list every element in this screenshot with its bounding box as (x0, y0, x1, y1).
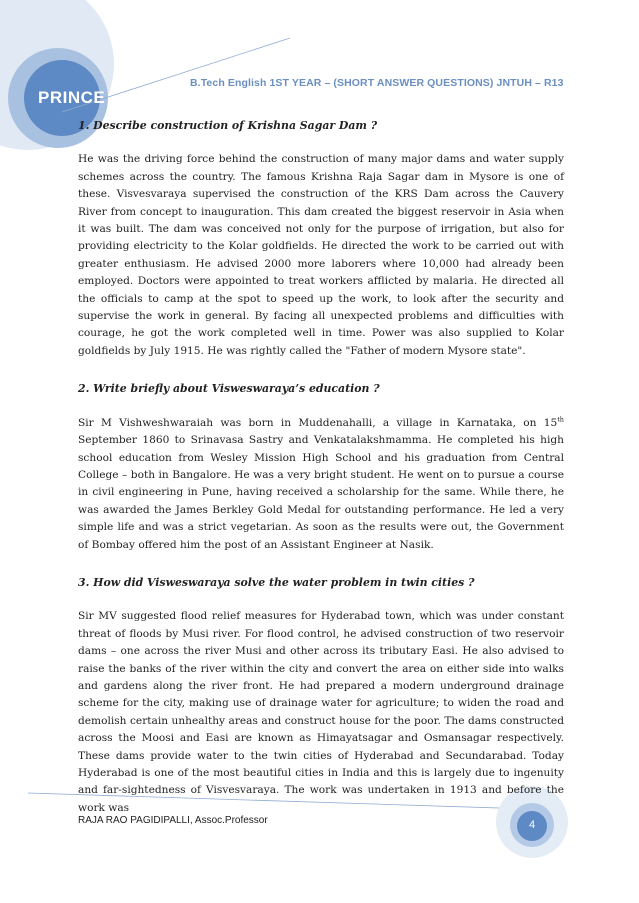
answer-1: He was the driving force behind the construction of many major dams and water supply schemes across the country. The famous Krishna Raja Sagar dam in Mysore is one of these. Visvesvaraya supervised the construction of the KRS Dam across the Cauvery River from concept to inauguration. This dam created the biggest reservoir in Asia when it was built. The dam was conceived not only for the purpose of irrigation, but also for providing electricity to the Kolar goldfields. He directed the work to be carried out with greater enthusiasm. He advised 2000 more laborers where 10,000 had already been employed. Doctors were appointed to treat workers afflicted by malaria. He directed all the officials to camp at the spot to speed up the work, to look after the security and supervise the work in general. By facing all unexpected problems and difficulties with courage, he got the work completed well in time. Power was also supplied to Kolar goldfields by July 1915. He was rightly called the "Father of modern Mysore state". (78, 153, 564, 357)
page-header: B.Tech English 1ST YEAR – (SHORT ANSWER QUESTIONS) JNTUH – R13 (190, 77, 564, 89)
answer-2-pre: Sir M Vishweshwaraiah was born in Muddenahalli, a village in Karnataka, on 15 (78, 416, 558, 429)
answer-3: Sir MV suggested flood relief measures for Hyderabad town, which was under constant threat of floods by Musi river. For flood control, he advised construction of two reservoir dams – one across the river Musi and other across its tributary Easi. He also advised to raise the banks of the river within the city and convert the area on either side into walks and gardens along the river front. He had prepared a modern underground drainage scheme for the city, making use of drainage water for agriculture; to widen the road and demolish certain unhealthy areas and construct house for the poor. The dams constructed across the Moosi and Easi are known as Himayatsagar and Osmansagar respectively. These dams provide water to the twin cities of Hyderabad and Secundarabad. Today Hyderabad is one of the most beautiful cities in India and this is largely due to ingenuity and far-sightedness of Visvesvaraya. The work was undertaken in 1913 and before the work was (78, 610, 564, 814)
answer-2-sup: th (557, 415, 564, 424)
page-number: 4 (528, 819, 536, 831)
question-1: 1. Describe construction of Krishna Sagar Dam ? (78, 119, 378, 132)
footer-author: RAJA RAO PAGIDIPALLI, Assoc.Professor (78, 815, 268, 826)
answer-2 (78, 415, 564, 554)
question-3: 3. How did Visweswaraya solve the water problem in twin cities ? (78, 575, 475, 589)
question-2: 2. Write briefly about Visweswaraya’s education ? (78, 382, 380, 396)
document-body (78, 117, 564, 817)
logo-text: PRINCE (38, 88, 106, 107)
answer-2-post: September 1860 to Srinavasa Sastry and Venkatalakshmamma. He completed his high school education from Wesley Mission High School and his graduation from Central College – both in Bangalore. He was a very bright student. He went on to pursue a course in civil engineering in Pune, having received a scholarship for the same. While there, he was awarded the James Berkley Gold Medal for outstanding performance. He led a very simple life and was a strict vegetarian. As soon as the results were out, the Government of Bombay offered him the post of an Assistant Engineer at Nasik. (78, 434, 564, 551)
